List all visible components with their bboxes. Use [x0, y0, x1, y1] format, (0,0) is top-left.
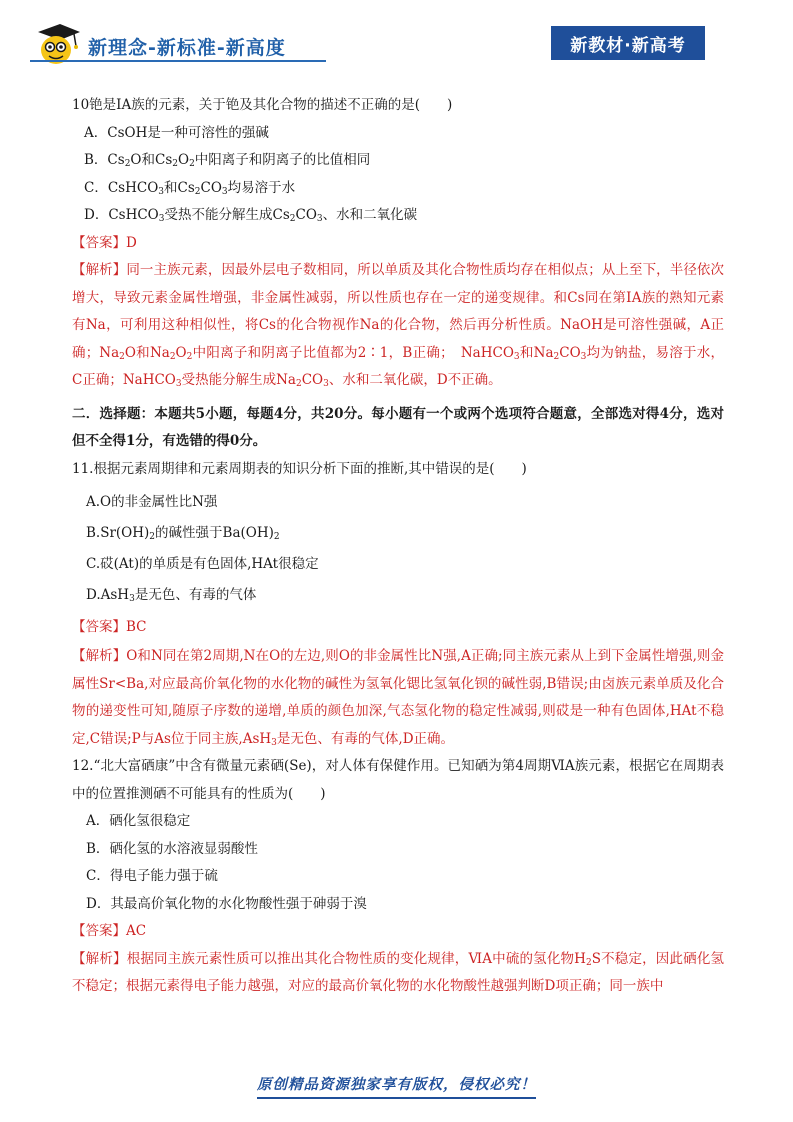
- q10-option-b: B．$Cs_2O$和$Cs_2O_2$中阳离子和阴离子的比值相同: [84, 152, 371, 169]
- q10-stem: 10铯是ⅠA族的元素，关于铯及其化合物的描述不正确的是( ): [72, 97, 453, 113]
- document-body: [72, 92, 724, 1001]
- header-slogan: 新理念-新标准-新高度: [88, 37, 286, 59]
- page-header: [0, 0, 793, 72]
- q10-option-a: A．CsOH是一种可溶性的强碱: [84, 124, 269, 141]
- section-2-title: 二．选择题：本题共5小题，每题4分，共20分。每小题有一个或两个选项符合题意，全部选对得4分，选对但不全得1分，有选错的得0分。: [72, 405, 724, 449]
- q11-answer: 【答案】BC: [72, 619, 147, 635]
- q12-option-d: D．其最高价氧化物的水化物酸性强于砷弱于溴: [86, 895, 367, 912]
- q10-option-d: D．CsHCO$_3$受热不能分解生成$Cs_2CO_3$、水和二氧化碳: [84, 207, 418, 224]
- q11-stem: 11.根据元素周期律和元素周期表的知识分析下面的推断,其中错误的是( ): [72, 460, 527, 477]
- header-divider: [30, 60, 326, 62]
- copyright-notice: 原创精品资源独家享有版权，侵权必究！: [257, 1073, 536, 1099]
- q11-option-b: $B.Sr(OH)_2$的碱性强于$Ba(OH)_2$: [86, 525, 280, 542]
- q12-answer: 【答案】AC: [72, 923, 147, 939]
- header-badge: 新教材·新高考: [551, 26, 705, 60]
- q10-answer: 【答案】D: [72, 234, 137, 251]
- q11-option-d: D.AsH$_3$是无色、有毒的气体: [86, 587, 257, 604]
- q10-analysis: 【解析】同一主族元素，因最外层电子数相同，所以单质及其化合物性质均存在相似点；从上至下，半径依次增大，导致元素金属性增强，非金属性减弱，所以性质也存在一定的递变规律。和Cs同在第ⅠA族的熟知元素有Na，可利用这种相似性，将Cs的化合物视作Na的化合物，然后再分析性质。NaOH是可溶性强碱，A正确；$Na_2O$和$Na_2O_2$中阳离子和阴离子比值都为2∶1，B正确； NaHCO$_3$和$Na_2CO_3$均为钠盐，易溶于水，C正确；NaHCO$_3$受热能分解生成$Na_2CO_3$、水和二氧化碳，D不正确。: [72, 262, 725, 389]
- q12-option-c: C．得电子能力强于硫: [86, 868, 218, 884]
- q11-analysis: 【解析】O和N同在第2周期,N在O的左边,则O的非金属性比N强,A正确;同主族元素从上到下金属性增强,则金属性Sr<Ba,对应最高价氧化物的水化物的碱性为氢氧化锶比氢氧化钡的碱性弱,B错误;由卤族元素单质及化合物的递变性可知,随原子序数的递增,单质的颜色加深,气态氢化物的稳定性减弱,则砹是一种有色固体,HAt不稳定,C错误;P与As位于同主族,AsH$_3$是无色、有毒的气体,D正确。: [72, 648, 724, 748]
- q12-option-b: B．硒化氢的水溶液显弱酸性: [86, 840, 258, 857]
- q12-analysis: 【解析】根据同主族元素性质可以推出其化合物性质的变化规律，ⅥA中硫的氢化物$H_2S$不稳定，因此硒化氢不稳定；根据元素得电子能力越强，对应的最高价氧化物的水化物酸性越强判断D项正确；同一族中: [72, 950, 724, 994]
- q12-option-a: A．硒化氢很稳定: [86, 813, 191, 829]
- q12-stem: 12.“北大富硒康”中含有微量元素硒(Se)，对人体有保健作用。已知硒为第4周期ⅥA族元素，根据它在周期表中的位置推测硒不可能具有的性质为( ): [72, 758, 724, 802]
- q10-option-c: C．CsHCO$_3$和$Cs_2CO_3$均易溶于水: [84, 179, 296, 197]
- q11-option-c: C.砹(At)的单质是有色固体,HAt很稳定: [86, 556, 319, 572]
- q11-option-a: A.O的非金属性比N强: [86, 494, 218, 510]
- page-footer: [0, 1073, 793, 1099]
